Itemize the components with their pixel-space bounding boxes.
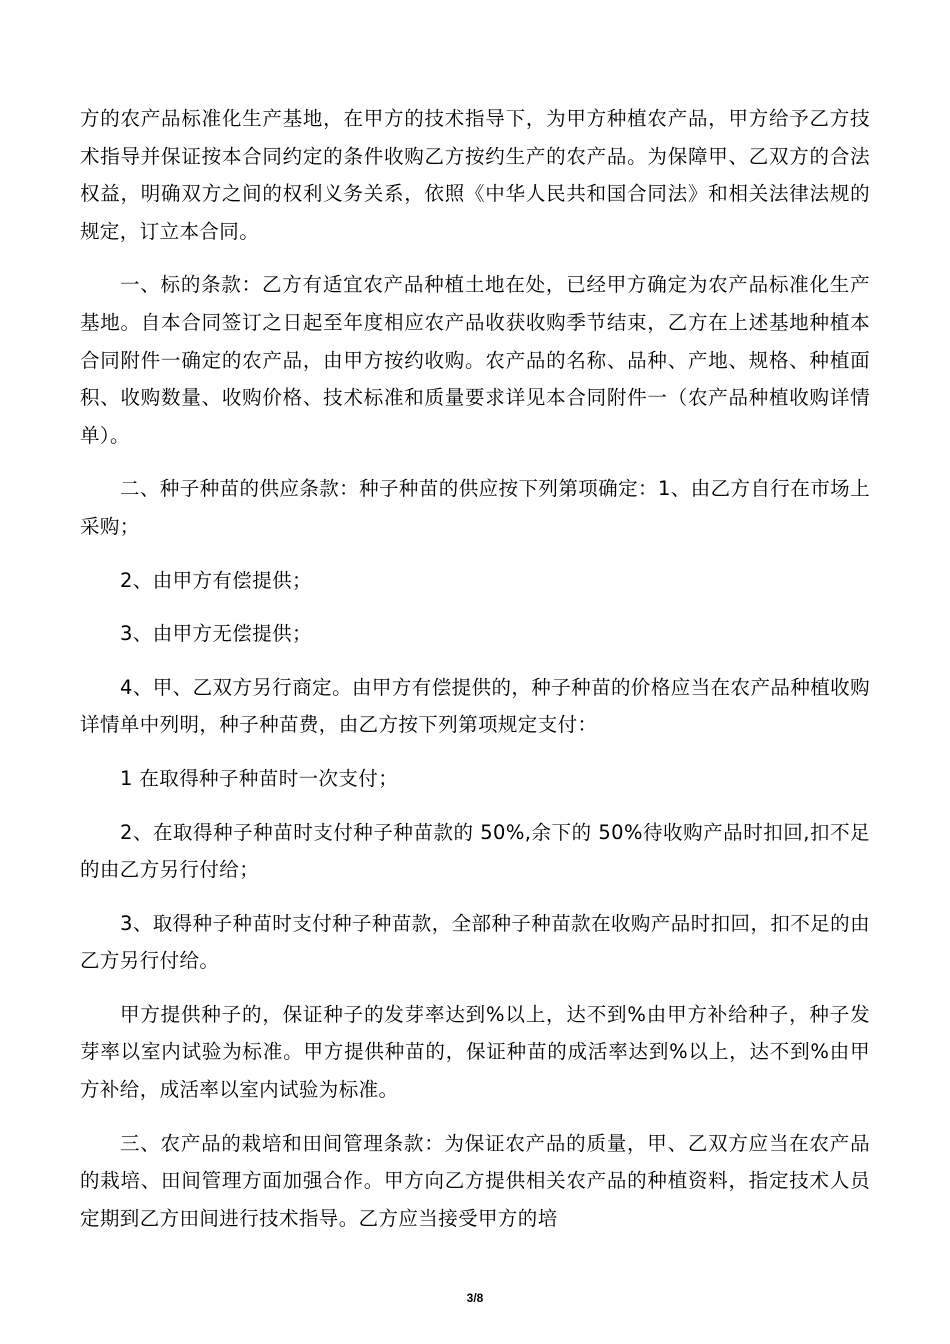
page-number: 3/8	[466, 1291, 484, 1305]
paragraph-intro-continuation: 方的农产品标准化生产基地，在甲方的技术指导下，为甲方种植农产品，甲方给予乙方技术指导并保证按本合同约定的条件收购乙方按约生产的农产品。为保障甲、乙双方的合法权益，明确双方之间的权利义务关系，依照《中华人民共和国合同法》和相关法律法规的规定，订立本合同。	[80, 107, 870, 243]
paragraph-clause-3-cultivation: 三、农产品的栽培和田间管理条款：为保证农产品的质量，甲、乙双方应当在农产品的栽培、田间管理方面加强合作。甲方向乙方提供相关农产品的种植资料，指定技术人员定期到乙方田间进行技术指导。乙方应当接受甲方的培	[80, 1131, 870, 1230]
paragraph-option-4: 4、甲、乙双方另行商定。由甲方有偿提供的，种子种苗的价格应当在农产品种植收购详情单中列明，种子种苗费，由乙方按下列第项规定支付：	[80, 675, 870, 737]
paragraph-germination-rate: 甲方提供种子的，保证种子的发芽率达到%以上，达不到%由甲方补给种子，种子发芽率以室内试验为标准。甲方提供种苗的，保证种苗的成活率达到%以上，达不到%由甲方补给，成活率以室内试验为标准。	[80, 1002, 870, 1102]
paragraph-payment-3: 3、取得种子种苗时支付种子种苗款，全部种子种苗款在收购产品时扣回，扣不足的由乙方另行付给。	[80, 911, 870, 973]
paragraph-option-2: 2、由甲方有偿提供；	[120, 568, 312, 592]
paragraph-payment-1: 1 在取得种子种苗时一次支付；	[120, 766, 399, 790]
document-body	[80, 100, 870, 1253]
paragraph-option-3: 3、由甲方无偿提供；	[120, 622, 312, 646]
paragraph-payment-2: 2、在取得种子种苗时支付种子种苗款的 50%,余下的 50%待收购产品时扣回,扣不足的由乙方另行付给；	[80, 820, 870, 882]
paragraph-clause-2-seed-supply: 二、种子种苗的供应条款：种子种苗的供应按下列第项确定：1、由乙方自行在市场上采购；	[80, 477, 870, 538]
paragraph-clause-1-subject: 一、标的条款：乙方有适宜农产品种植土地在处，已经甲方确定为农产品标准化生产基地。自本合同签订之日起至年度相应农产品收获收购季节结束，乙方在上述基地种植本合同附件一确定的农产品，由甲方按约收购。农产品的名称、品种、产地、规格、种植面积、收购数量、收购价格、技术标准和质量要求详见本合同附件一（农产品种植收购详情单）。	[80, 273, 870, 447]
